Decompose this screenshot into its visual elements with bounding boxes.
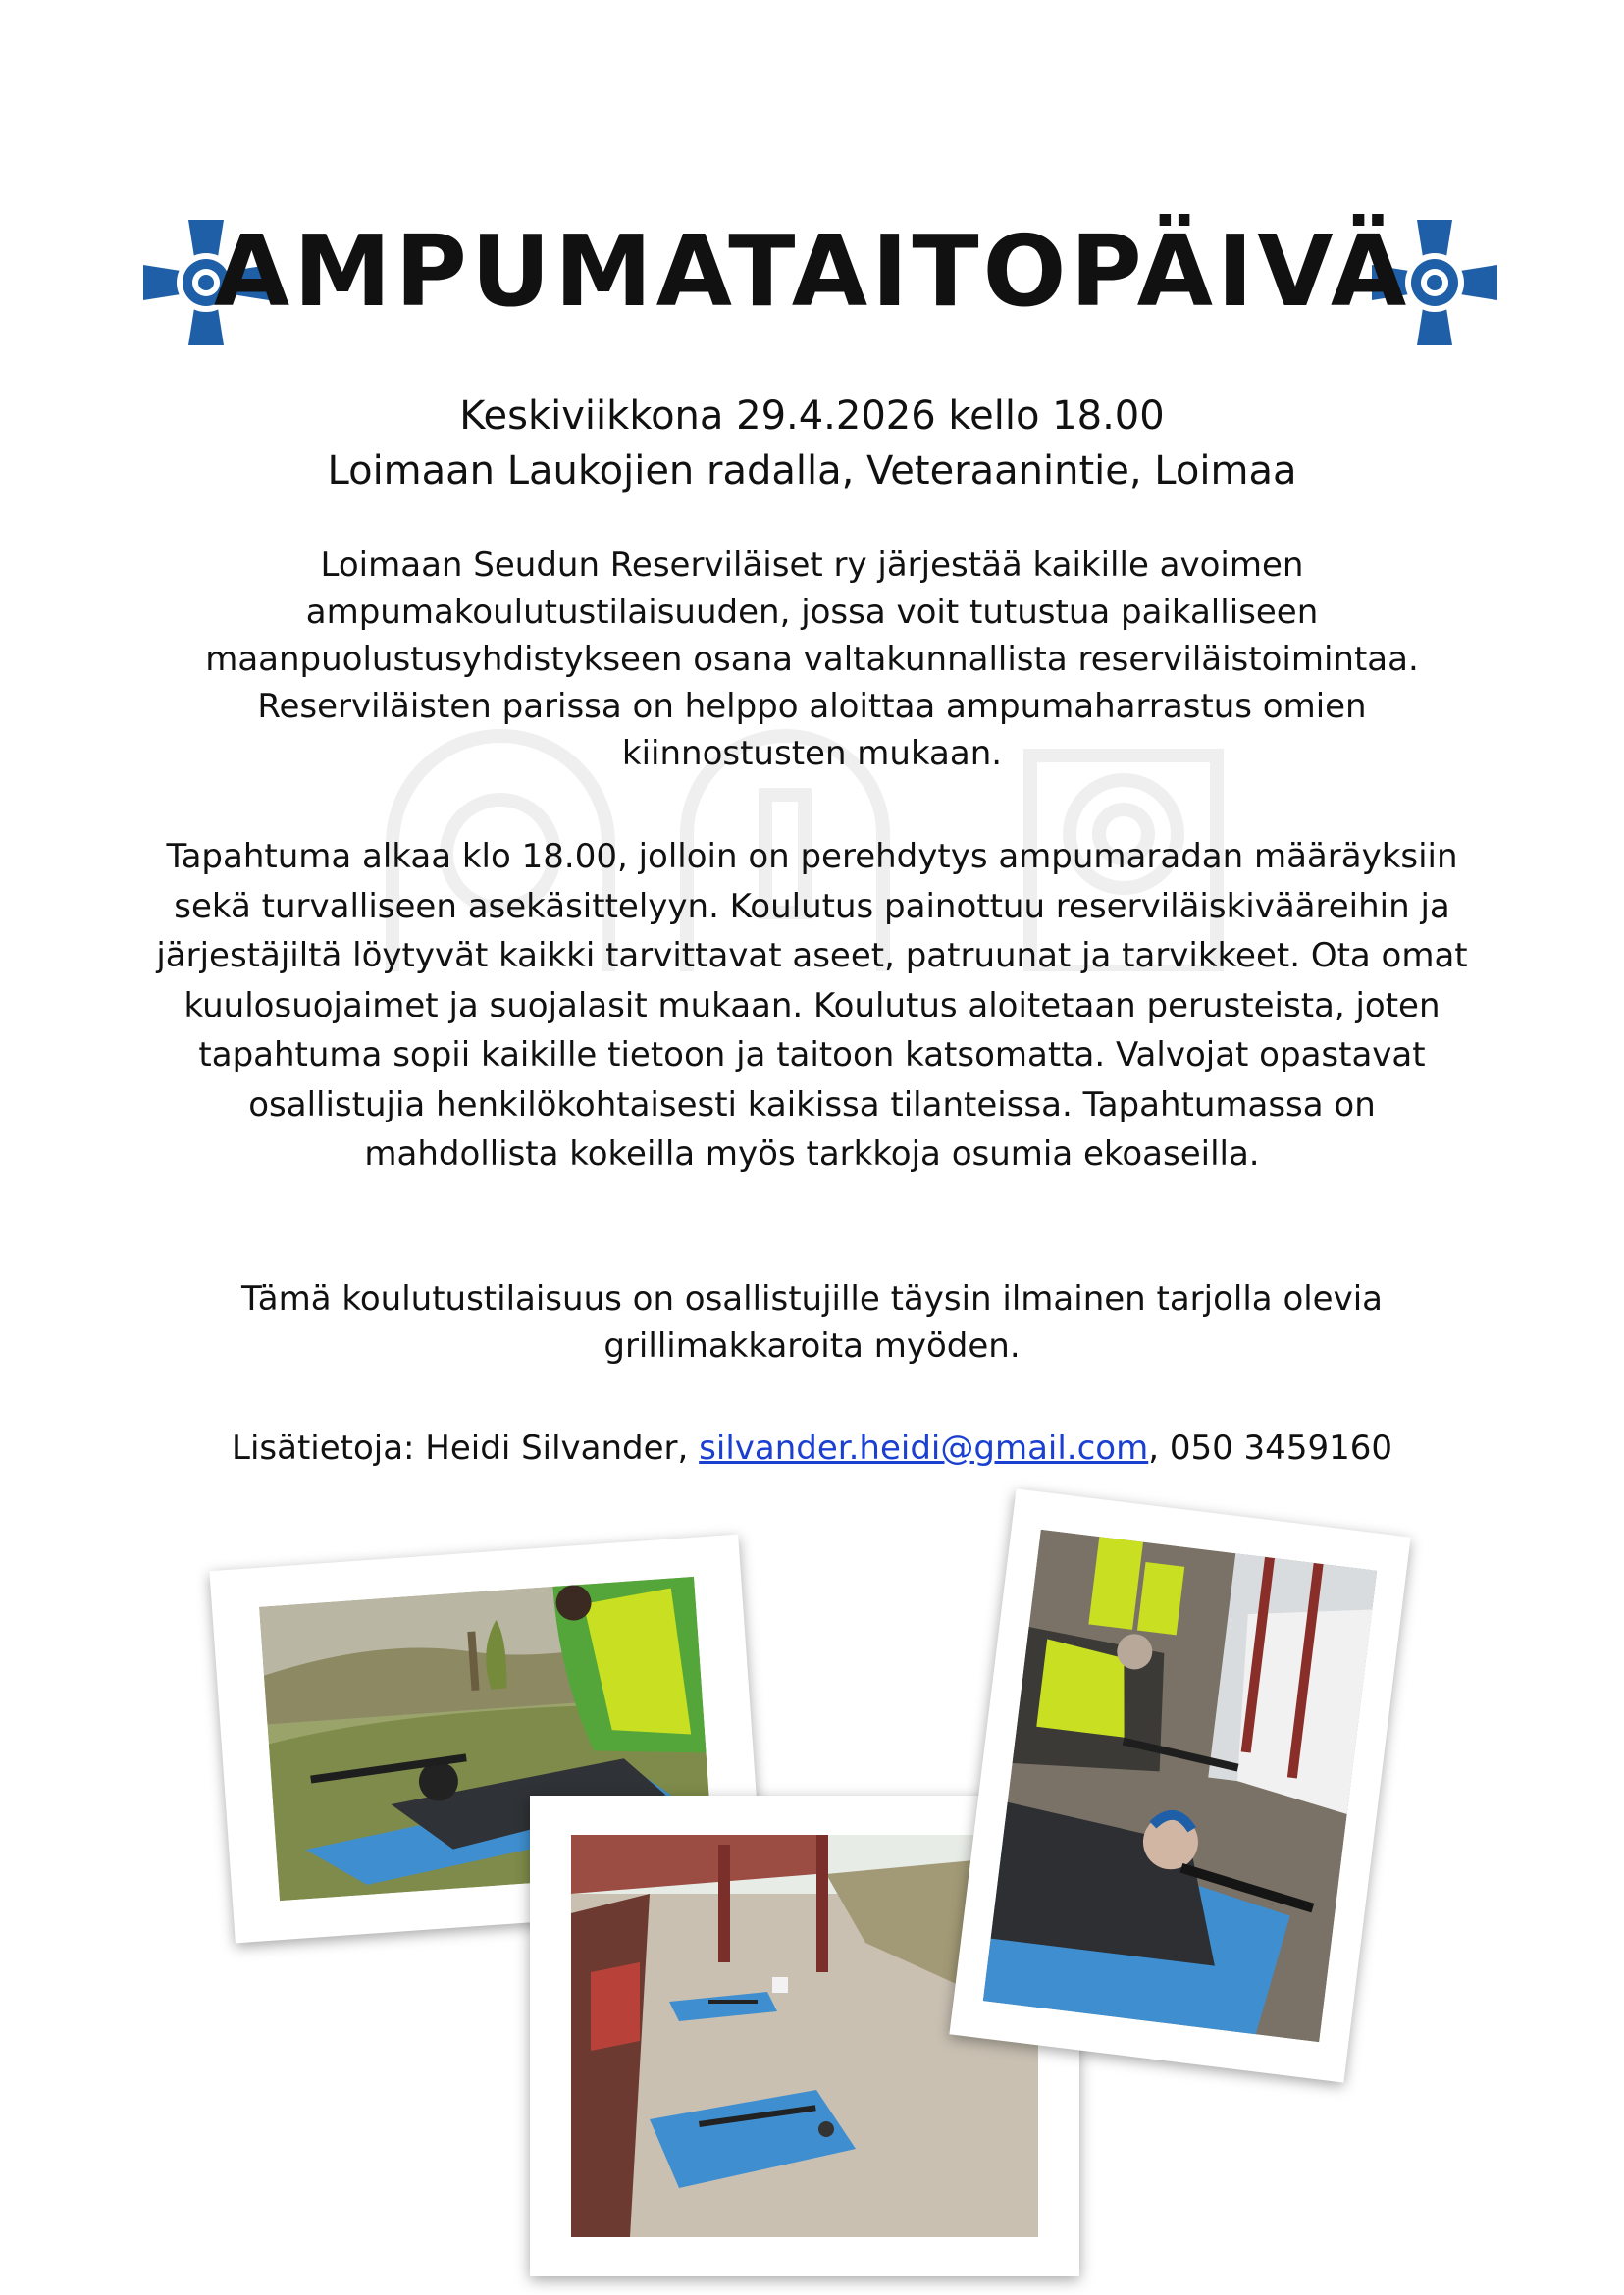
photo-shooters-in-vests [949,1488,1410,2082]
free-paragraph: Tämä koulutustilaisuus on osallistujille täysin ilmainen tarjolla olevia grillimakkaroita myöden. [240,1279,1384,1366]
contact-line [147,1425,1477,1472]
event-datetime: Keskiviikkona 29.4.2026 kello 18.00 [459,393,1165,439]
page-title: AMPUMATAITOPÄIVÄ [213,214,1411,329]
event-location: Loimaan Laukojien radalla, Veteraanintie, Loimaa [327,448,1297,494]
contact-label: Lisätietoja: Heidi Silvander, [232,1429,700,1468]
intro-paragraph: Loimaan Seudun Reserviläiset ry järjestää kaikille avoimen ampumakoulutustilaisuuden, jossa voit tutustua paikalliseen maanpuolustusyhdistykseen osana valtakunnallista reserviläistoimintaa. Reserviläisten parissa on helppo aloittaa ampumaharrastus omien kiinnostusten mukaan. [205,546,1419,773]
photo-shooters-in-vests-image [983,1530,1377,2042]
contact-email-link[interactable]: silvander.heidi@gmail.com [699,1429,1149,1468]
contact-phone: , 050 3459160 [1148,1429,1392,1468]
details-paragraph: Tapahtuma alkaa klo 18.00, jolloin on perehdytys ampumaradan määräyksiin sekä turvalliseen asekäsittelyyn. Koulutus painottuu reserviläiskivääreihin ja järjestäjiltä löytyvät kaikki tarvittavat aseet, patruunat ja tarvikkeet. Ota omat kuulosuojaimet ja suojalasit mukaan. Koulutus aloitetaan perusteista, joten tapahtuma sopii kaikille tietoon ja taitoon katsomatta. Valvojat opastavat osallistujia henkilökohtaisesti kaikissa tilanteissa. Tapahtumassa on mahdollista kokeilla myös tarkkoja osumia ekoaseilla. [156,837,1468,1174]
